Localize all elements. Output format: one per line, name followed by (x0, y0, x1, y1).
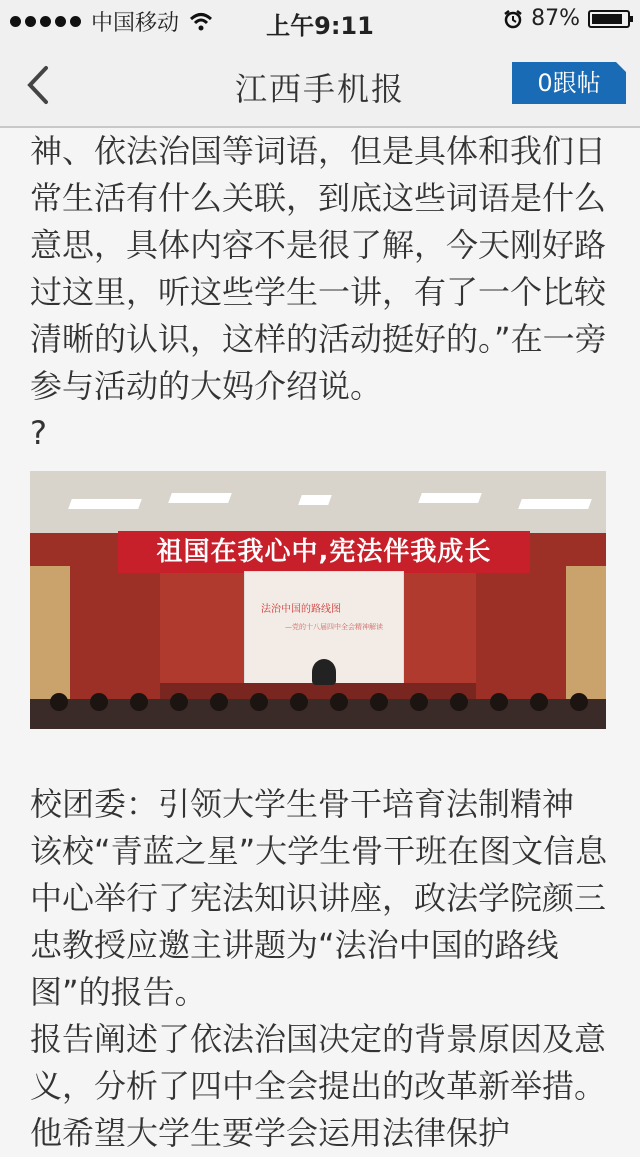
battery-icon (588, 10, 630, 28)
page-title: 江西手机报 (234, 70, 405, 108)
status-bar (0, 0, 640, 40)
reply-count-label: 0跟帖 (537, 69, 601, 97)
article-paragraph: 该校“青蓝之星”大学生骨干班在图文信息中心举行了宪法知识讲座，政法学院颜三忠教授应邀主讲题为“法治中国的路线图”的报告。 (30, 832, 608, 1011)
article-paragraph: 神、依法治国等词语，但是具体和我们日常生活有什么关联，到底这些词语是什么意思，具体内容不是很了解，今天刚好路过这里，听这些学生一讲，有了一个比较清晰的认识，这样的活动挺好的。”在一旁参与活动的大妈介绍说。 (30, 132, 607, 405)
navigation-bar (0, 40, 640, 128)
article-photo[interactable] (30, 471, 606, 729)
screen-title: 法治中国的路线图 (261, 604, 341, 615)
reply-count-button[interactable] (512, 62, 626, 104)
article-paragraph: ? (30, 414, 47, 452)
carrier-name: 中国移动 (91, 11, 180, 36)
article-body (30, 128, 614, 1157)
battery-percent: 87% (531, 6, 580, 31)
photo-banner: 祖国在我心中,宪法伴我成长 (118, 531, 530, 573)
status-right (503, 6, 630, 31)
article-paragraph: 报告阐述了依法治国决定的背景原因及意义，分析了四中全会提出的改革新举措。他希望大学生要学会运用法律保护 (30, 1020, 607, 1152)
alarm-icon (503, 9, 523, 29)
status-time: 上午9:11 (266, 12, 374, 40)
section-heading: 校团委：引领大学生骨干培育法制精神 (30, 785, 575, 823)
screen-subtitle: —党的十八届四中全会精神解读 (285, 623, 383, 631)
